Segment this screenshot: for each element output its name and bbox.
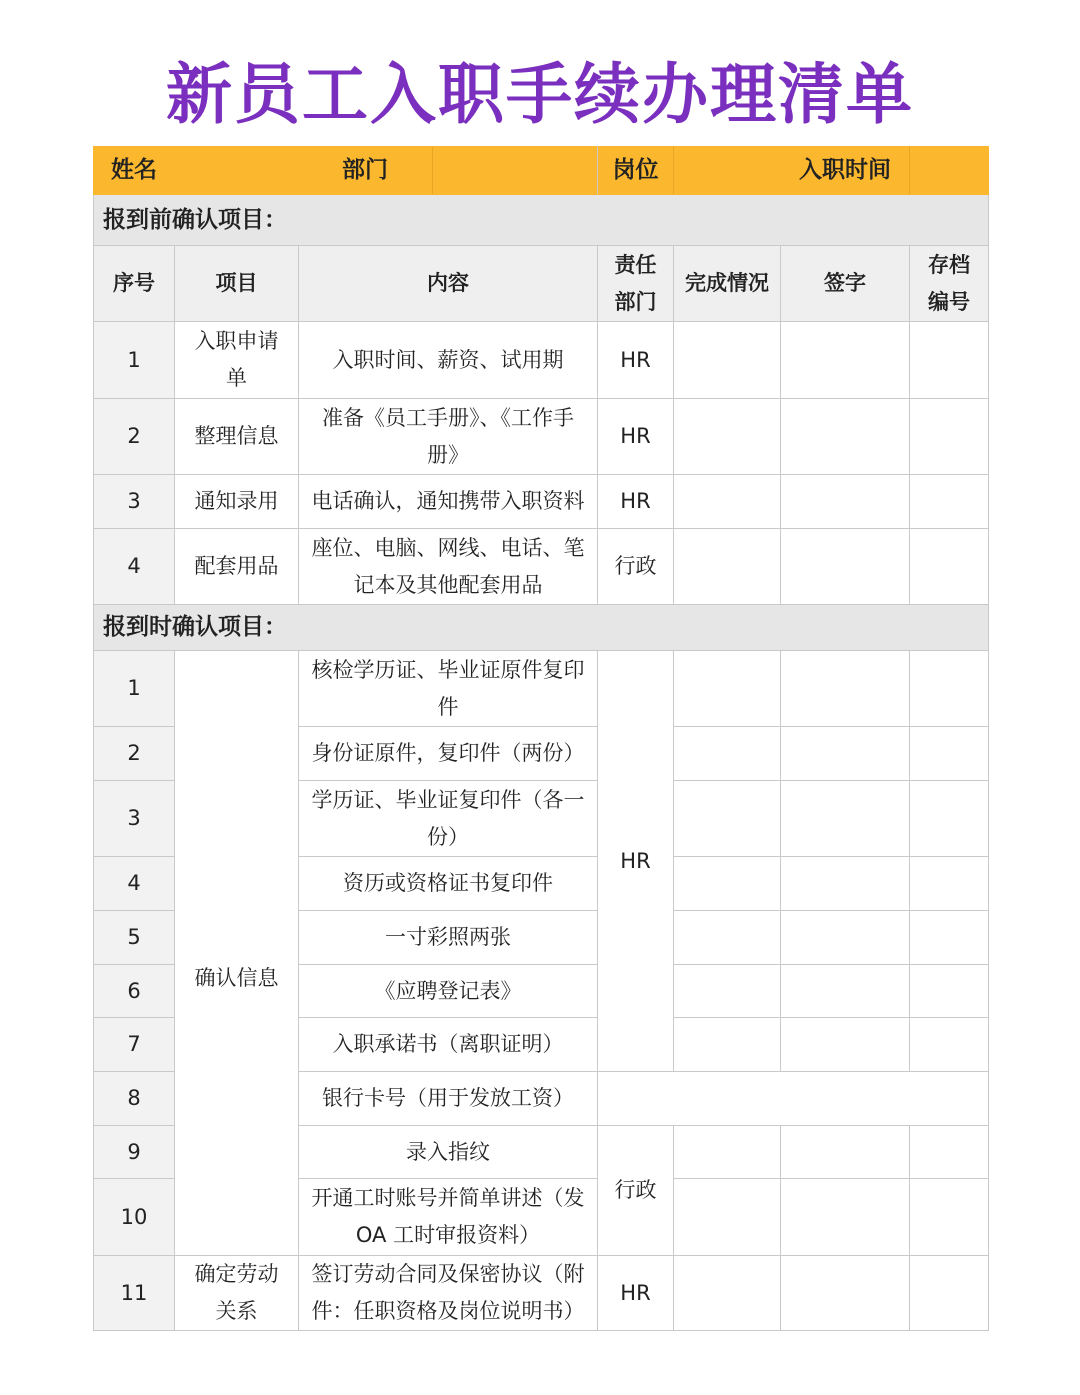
- row-content: 银行卡号（用于发放工资）: [299, 1072, 598, 1126]
- row-sign[interactable]: [781, 727, 910, 781]
- row-content: 《应聘登记表》: [299, 965, 598, 1018]
- row-archive[interactable]: [910, 399, 989, 475]
- item-group-confirm-info: 确认信息: [175, 651, 299, 1256]
- row-content: 录入指纹: [299, 1126, 598, 1179]
- row-status[interactable]: [674, 911, 781, 965]
- row-sign[interactable]: [781, 781, 910, 857]
- col-archive-header-line2: 编号: [928, 289, 970, 314]
- row-index: 4: [94, 857, 175, 911]
- row-archive[interactable]: [910, 727, 989, 781]
- row-sign[interactable]: [781, 1179, 910, 1256]
- table-row: [94, 322, 989, 399]
- row-content: 核检学历证、毕业证原件复印件: [299, 651, 598, 727]
- col-dept-header-line2: 部门: [614, 289, 657, 314]
- row-status[interactable]: [674, 1256, 781, 1331]
- row-blank-merged[interactable]: [598, 1072, 989, 1126]
- row-sign[interactable]: [781, 475, 910, 529]
- row-index: 8: [94, 1072, 175, 1126]
- row-status[interactable]: [674, 1018, 781, 1072]
- table-row: [94, 475, 989, 529]
- row-status[interactable]: [674, 1126, 781, 1179]
- row-index: 11: [94, 1256, 175, 1331]
- row-index: 9: [94, 1126, 175, 1179]
- row-content: 入职承诺书（离职证明）: [299, 1018, 598, 1072]
- row-dept: HR: [598, 322, 674, 399]
- row-content: 身份证原件，复印件（两份）: [299, 727, 598, 781]
- row-content: 座位、电脑、网线、电话、笔记本及其他配套用品: [299, 529, 598, 605]
- section2-title-row: [94, 605, 989, 651]
- row-sign[interactable]: [781, 529, 910, 605]
- page-title: 新员工入职手续办理清单: [166, 56, 914, 133]
- row-archive[interactable]: [910, 1126, 989, 1179]
- row-index: 1: [94, 651, 175, 727]
- row-index: 4: [94, 529, 175, 605]
- row-dept: HR: [598, 399, 674, 475]
- row-archive[interactable]: [910, 1018, 989, 1072]
- row-index: 5: [94, 911, 175, 965]
- row-index: 3: [94, 475, 175, 529]
- row-status[interactable]: [674, 475, 781, 529]
- row-content: 一寸彩照两张: [299, 911, 598, 965]
- row-content: 资历或资格证书复印件: [299, 857, 598, 911]
- dept-label-cell: [299, 147, 598, 195]
- row-index: 10: [94, 1179, 175, 1256]
- row-archive[interactable]: [910, 322, 989, 399]
- item-group-labor: 确定劳动关系: [175, 1256, 299, 1331]
- row-sign[interactable]: [781, 651, 910, 727]
- row-content: 入职时间、薪资、试用期: [299, 322, 598, 399]
- row-archive[interactable]: [910, 781, 989, 857]
- row-archive[interactable]: [910, 475, 989, 529]
- table-row: [94, 1256, 989, 1331]
- row-index: 7: [94, 1018, 175, 1072]
- row-sign[interactable]: [781, 911, 910, 965]
- position-value[interactable]: [674, 147, 781, 195]
- row-dept: HR: [598, 1256, 674, 1331]
- date-value[interactable]: [910, 147, 989, 195]
- row-item: 整理信息: [175, 399, 299, 475]
- table-row: [94, 529, 989, 605]
- position-label: 岗位: [598, 147, 674, 195]
- row-index: 6: [94, 965, 175, 1018]
- dept-value[interactable]: [433, 147, 598, 194]
- section1-title-row: [94, 195, 989, 246]
- name-label: 姓名: [94, 147, 175, 195]
- row-status[interactable]: [674, 857, 781, 911]
- row-status[interactable]: [674, 322, 781, 399]
- column-header-row: [94, 246, 989, 322]
- row-status[interactable]: [674, 529, 781, 605]
- row-archive[interactable]: [910, 1256, 989, 1331]
- row-sign[interactable]: [781, 965, 910, 1018]
- row-content: 电话确认，通知携带入职资料: [299, 475, 598, 529]
- table-row: [94, 399, 989, 475]
- row-status[interactable]: [674, 399, 781, 475]
- row-dept: 行政: [598, 529, 674, 605]
- row-archive[interactable]: [910, 529, 989, 605]
- onboarding-checklist-table: [93, 146, 989, 1331]
- row-item: 通知录用: [175, 475, 299, 529]
- col-archive-header: [910, 246, 989, 322]
- col-content-header: 内容: [299, 246, 598, 322]
- col-sign-header: 签字: [781, 246, 910, 322]
- row-content: 学历证、毕业证复印件（各一份）: [299, 781, 598, 857]
- col-archive-header-line1: 存档: [928, 252, 970, 277]
- table-row: [94, 651, 989, 727]
- row-sign[interactable]: [781, 322, 910, 399]
- col-dept-header-line1: 责任: [614, 252, 657, 277]
- col-dept-header: [598, 246, 674, 322]
- name-value[interactable]: [175, 147, 299, 195]
- row-archive[interactable]: [910, 1179, 989, 1256]
- row-index: 2: [94, 727, 175, 781]
- row-archive[interactable]: [910, 911, 989, 965]
- date-label: 入职时间: [781, 147, 910, 195]
- row-status[interactable]: [674, 781, 781, 857]
- row-item: 入职申请单: [175, 322, 299, 399]
- row-status[interactable]: [674, 651, 781, 727]
- row-sign[interactable]: [781, 857, 910, 911]
- row-index: 3: [94, 781, 175, 857]
- row-content: 准备《员工手册》、《工作手册》: [299, 399, 598, 475]
- dept-group-admin: 行政: [598, 1126, 674, 1256]
- row-index: 1: [94, 322, 175, 399]
- row-archive[interactable]: [910, 857, 989, 911]
- dept-group-hr: HR: [598, 651, 674, 1072]
- row-dept: HR: [598, 475, 674, 529]
- row-status[interactable]: [674, 727, 781, 781]
- col-index-header: 序号: [94, 246, 175, 322]
- row-sign[interactable]: [781, 1126, 910, 1179]
- row-sign[interactable]: [781, 399, 910, 475]
- dept-label: 部门: [299, 147, 433, 194]
- row-item: 配套用品: [175, 529, 299, 605]
- row-content: 开通工时账号并简单讲述（发OA 工时审报资料）: [299, 1179, 598, 1256]
- row-archive[interactable]: [910, 651, 989, 727]
- row-sign[interactable]: [781, 1018, 910, 1072]
- section1-title: 报到前确认项目：: [94, 195, 989, 246]
- row-sign[interactable]: [781, 1256, 910, 1331]
- col-status-header: 完成情况: [674, 246, 781, 322]
- row-index: 2: [94, 399, 175, 475]
- section2-title: 报到时确认项目：: [94, 605, 989, 651]
- row-archive[interactable]: [910, 965, 989, 1018]
- info-header-row: [94, 147, 989, 195]
- row-status[interactable]: [674, 1179, 781, 1256]
- row-content: 签订劳动合同及保密协议（附件：任职资格及岗位说明书）: [299, 1256, 598, 1331]
- col-item-header: 项目: [175, 246, 299, 322]
- row-status[interactable]: [674, 965, 781, 1018]
